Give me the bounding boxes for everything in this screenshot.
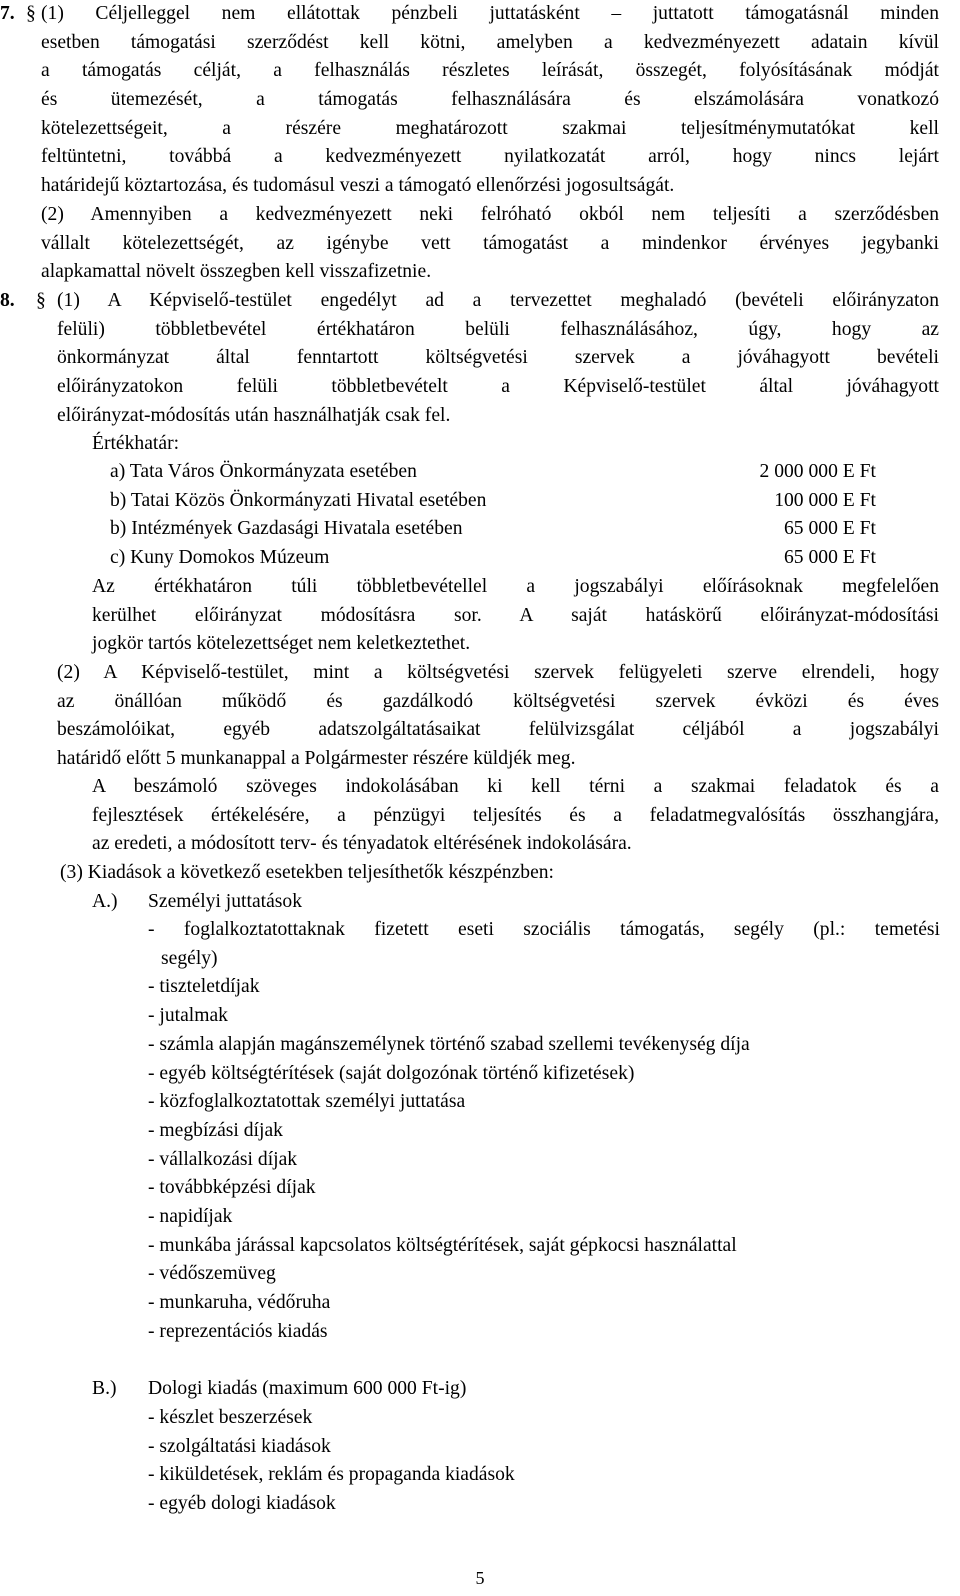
list-item [0, 1174, 960, 1203]
section-7-paragraph-1 [41, 0, 939, 201]
list-item-text: segély) [161, 947, 218, 969]
list-item-text: - egyéb dologi kiadások [148, 1493, 336, 1515]
list-item-text: - számla alapján magánszemélynek történő szabad szellemi tevékenység díja [148, 1033, 750, 1055]
text-line: felüli) többletbevétel értékhatáron belüli felhasználásához, úgy, hogy az [57, 318, 939, 340]
list-item-text: - védőszemüveg [148, 1263, 276, 1285]
list-item [0, 1060, 960, 1089]
threshold-amount: 100 000 E Ft [774, 489, 876, 511]
text-line: önkormányzat által fenntartott költségvetési szervek a jóváhagyott bevételi [57, 347, 939, 369]
threshold-amount: 65 000 E Ft [784, 547, 876, 569]
text-line: (2) Amennyiben a kedvezményezett neki felróható okból nem teljesíti a szerződésben [41, 204, 939, 225]
threshold-entity: c) Kuny Domokos Múzeum [110, 547, 330, 569]
list-item-text: - kiküldetések, reklám és propaganda kiadások [148, 1464, 515, 1486]
list-item [0, 1031, 960, 1060]
group-a-title: Személyi juttatások [148, 891, 302, 912]
text-line: A beszámoló szöveges indokolásában ki kell térni a szakmai feladatok és a [92, 776, 939, 797]
text-line: határidő előtt 5 munkanappal a Polgármester részére küldjék meg. [57, 748, 576, 770]
list-item [0, 1117, 960, 1146]
list-item-text: - szolgáltatási kiadások [148, 1435, 331, 1457]
group-b-marker: B.) [92, 1378, 117, 1399]
text-line: (1) A Képviselő-testület engedélyt ad a tervezettet meghaladó (bevételi előirányzaton [57, 290, 939, 311]
text-line: fejlesztések értékelésére, a pénzügyi teljesítés és a feladatmegvalósítás összhangjára, [92, 804, 939, 826]
text-line: beszámolóikat, egyéb adatszolgáltatásaikat felülvizsgálat céljából a jogszabályi [57, 719, 939, 741]
list-item [0, 1232, 960, 1261]
text-line: kötelezettségeit, a részére meghatározott szakmai teljesítménymutatókat kell [41, 117, 939, 139]
list-item [0, 916, 960, 945]
text-line: kerülhet előirányzat módosításra sor. A saját hatáskörű előirányzat-módosítási [92, 604, 939, 626]
threshold-note [92, 573, 939, 659]
list-item-text: - egyéb költségtérítések (saját dolgozónak történő kifizetések) [148, 1062, 635, 1084]
list-item [0, 1002, 960, 1031]
list-item-text: - közfoglalkoztatottak személyi juttatása [148, 1091, 466, 1113]
text-line: előirányzat-módosítás után használhatják csak fel. [57, 404, 451, 426]
list-item [0, 973, 960, 1002]
list-item-text: - készlet beszerzések [148, 1407, 313, 1428]
list-item [0, 945, 960, 974]
list-item-text: - munkaruha, védőruha [148, 1292, 331, 1314]
threshold-amount: 2 000 000 E Ft [759, 461, 876, 482]
list-item [0, 1490, 960, 1519]
list-item [0, 1318, 960, 1347]
threshold-amount: 65 000 E Ft [784, 518, 876, 540]
list-item [0, 1461, 960, 1490]
threshold-row [0, 544, 960, 573]
text-line: az eredeti, a módosított terv- és tényadatok eltérésének indokolására. [92, 833, 632, 855]
text-line: Az értékhatáron túli többletbevétellel a jogszabályi előírásoknak megfelelően [92, 576, 939, 597]
list-item-text: - napidíjak [148, 1206, 233, 1227]
section-8-paragraph-3-intro: (3) Kiadások a következő esetekben teljesíthetők készpénzben: [60, 862, 555, 883]
list-item [0, 1260, 960, 1289]
list-item-text: - jutalmak [148, 1005, 228, 1027]
page-number: 5 [475, 1568, 485, 1588]
list-item-text: - megbízási díjak [148, 1119, 283, 1141]
threshold-entity: a) Tata Város Önkormányzata esetében [110, 461, 417, 482]
threshold-row [0, 487, 960, 516]
threshold-label: Értékhatár: [92, 433, 180, 454]
list-item-text: - munkába járással kapcsolatos költségtérítések, saját gépkocsi használattal [148, 1234, 737, 1256]
section-7-paragraph-2 [41, 201, 939, 287]
list-item-text: - továbbképzési díjak [148, 1177, 316, 1199]
text-line: feltüntetni, továbbá a kedvezményezett nyilatkozatát arról, hogy nincs lejárt [41, 146, 939, 168]
list-item [0, 1146, 960, 1175]
list-item [0, 1404, 960, 1433]
section-8-paragraph-2-continued [92, 773, 939, 859]
section-8-sign: § [36, 290, 46, 311]
group-b-title: Dologi kiadás (maximum 600 000 Ft-ig) [148, 1378, 467, 1399]
list-item [0, 1433, 960, 1462]
text-line: határidejű köztartozása, és tudomásul veszi a támogató ellenőrzési jogosultságát. [41, 175, 675, 197]
text-line: jogkör tartós kötelezettséget nem keletkeztethet. [92, 633, 471, 655]
list-item-text: - reprezentációs kiadás [148, 1320, 328, 1342]
list-item [0, 1289, 960, 1318]
list-item-text: - tiszteletdíjak [148, 976, 260, 998]
text-line: vállalt kötelezettségét, az igénybe vett támogatást a mindenkor érvényes jegybanki [41, 232, 939, 254]
threshold-row [0, 515, 960, 544]
section-7-number: 7. [0, 3, 15, 24]
text-line: esetben támogatási szerződést kell kötni, amelyben a kedvezményezett adatain kívül [41, 31, 939, 53]
threshold-row [0, 458, 960, 487]
list-item [0, 1203, 960, 1232]
section-8-paragraph-2 [57, 659, 939, 774]
text-line: alapkamattal növelt összegben kell visszafizetnie. [41, 261, 432, 283]
list-item [0, 1088, 960, 1117]
threshold-entity: b) Intézmények Gazdasági Hivatala esetében [110, 518, 463, 540]
section-8-paragraph-1 [57, 287, 939, 430]
section-8-number: 8. [0, 290, 15, 311]
section-7-sign: § [26, 3, 36, 24]
threshold-entity: b) Tatai Közös Önkormányzati Hivatal esetében [110, 489, 487, 511]
text-line: (2) A Képviselő-testület, mint a költségvetési szervek felügyeleti szerve elrendeli, hogy [57, 662, 939, 683]
list-item-text: - foglalkoztatottaknak fizetett eseti szociális támogatás, segély (pl.: temetési [148, 919, 940, 940]
text-line: (1) Céljelleggel nem ellátottak pénzbeli juttatásként – juttatott támogatásnál minden [41, 3, 939, 24]
text-line: a támogatás célját, a felhasználás részletes leírását, összegét, folyósításának módját [41, 60, 939, 82]
group-a-marker: A.) [92, 891, 118, 912]
text-line: előirányzatokon felüli többletbevételt a Képviselő-testület által jóváhagyott [57, 376, 939, 398]
text-line: és ütemezését, a támogatás felhasználására és elszámolására vonatkozó [41, 89, 939, 111]
text-line: az önállóan működő és gazdálkodó költségvetési szervek évközi és éves [57, 690, 939, 712]
list-item-text: - vállalkozási díjak [148, 1148, 298, 1170]
